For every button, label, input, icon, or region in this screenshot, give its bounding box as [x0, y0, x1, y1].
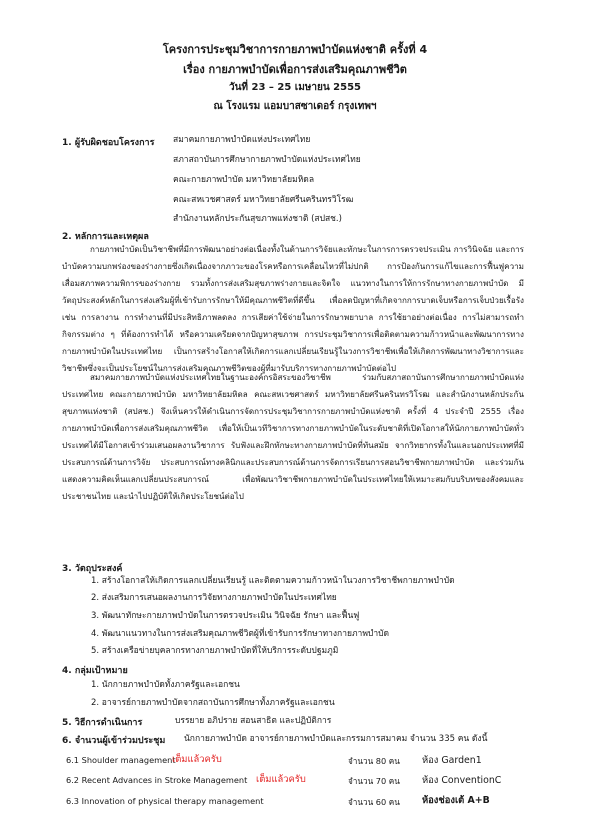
doc-venue: ณ โรงแรม แอมบาสซาเดอร์ กรุงเทพฯ [213, 101, 377, 112]
session-room: ห้อง ConventionC [422, 775, 502, 786]
section5-text: บรรยาย อภิปราย สอนสาธิต และปฏิบัติการ [175, 716, 332, 726]
section1-item: คณะกายภาพบำบัด มหาวิทยาลัยมหิดล [173, 175, 315, 185]
objective-item: 4. พัฒนาแนวทางในการส่งเสริมคุณภาพชีวิตผู้ที่เข้ารับการรักษาทางกายภาพบำบัด [91, 629, 390, 639]
target-group-item: 2. อาจารย์กายภาพบำบัดจากสถาบันการศึกษาทั้งภาครัฐและเอกชน [91, 698, 335, 708]
section1-item: สมาคมกายภาพบำบัดแห่งประเทศไทย [173, 135, 311, 145]
session-topic: 6.3 Innovation of physical therapy management [66, 796, 264, 806]
target-group-item: 1. นักกายภาพบำบัดทั้งภาครัฐและเอกชน [91, 680, 240, 690]
section1-item: คณะสหเวชศาสตร์ มหาวิทยาลัยศรีนครินทรวิโรฒ [173, 195, 354, 205]
section1-item: สภาสถาบันการศึกษากายภาพบำบัดแห่งประเทศไทย [173, 155, 361, 165]
section6-heading: 6. จำนวนผู้เข้าร่วมประชุม [62, 736, 166, 746]
session-count: จำนวน 60 คน [348, 797, 400, 807]
section2-paragraph-2: สมาคมกายภาพบำบัดแห่งประเทศไทยในฐานะองค์กรอิสระของวิชาชีพ ร่วมกับสภาสถาบันการศึกษากายภาพบำบัดแห่งประเทศไทย คณะกายภาพบำบัด มหาวิทยาลัยมหิดล คณะสหเวชศาสตร์ มหาวิทยาลัยศรีนครินทรวิโรฒ และสำนักงานหลักประกันสุขภาพแห่งชาติ (สปสช.) จึงเห็นควรให้ดำเนินการจัดการประชุมวิชาการกายภาพบำบัดแห่งชาติ ครั้งที่ 4 ประจำปี 2555 เรื่อง กายภาพบำบัดเพื่อการส่งเสริมคุณภาพชีวิต เพื่อให้เป็นเวทีวิชาการทางกายภาพบำบัดในระดับชาติที่เปิดโอกาสให้นักกายภาพบำบัดทั่วประเทศได้มีโอกาสเข้าร่วมเสนอผลงานวิชาการ รับฟังและฝึกทักษะทางกายภาพบำบัดที่ทันสมัย จากวิทยากรทั้งในและนอกประเทศที่มีประสบการณ์ด้านการวิจัย ประสบการณ์ทางคลินิกและประสบการณ์ด้านการจัดการเรียนการสอนวิชาชีพกายภาพบำบัด และร่วมกันแสดงความคิดเห็นแลกเปลี่ยนประสบการณ์ เพื่อพัฒนาวิชาชีพกายภาพบำบัดในประเทศไทยให้เหมาะสมกับบริบทของสังคมและประชาชนไทย และนำไปปฏิบัติให้เกิดประโยชน์ต่อไป [62, 372, 524, 501]
session-room: ห้อง Garden1 [422, 755, 482, 766]
session-status: เต็มแล้วครับ [172, 754, 222, 765]
section6-text: นักกายภาพบำบัด อาจารย์กายภาพบำบัดและกรรมการสมาคม จำนวน 335 คน ดังนี้ [184, 734, 488, 744]
objective-item: 2. ส่งเสริมการเสนอผลงานการวิจัยทางกายภาพบำบัดในประเทศไทย [91, 593, 337, 603]
session-topic: 6.1 Shoulder management [66, 755, 176, 765]
section1-item: สำนักงานหลักประกันสุขภาพแห่งชาติ (สปสช.) [173, 214, 342, 224]
session-room: ห้องช่องเต้ A+B [422, 795, 490, 806]
objective-item: 5. สร้างเครือข่ายบุคลากรทางกายภาพบำบัดที่ให้บริการระดับปฐมภูมิ [91, 646, 339, 656]
doc-subtitle: เรื่อง กายภาพบำบัดเพื่อการส่งเสริมคุณภาพชีวิต [183, 63, 407, 76]
section5-heading: 5. วิธีการดำเนินการ [62, 718, 143, 728]
section4-heading: 4. กลุ่มเป้าหมาย [62, 666, 128, 676]
doc-title: โครงการประชุมวิชาการกายภาพบำบัดแห่งชาติ ครั้งที่ 4 [162, 43, 428, 56]
session-count: จำนวน 80 คน [348, 756, 400, 766]
objective-item: 3. พัฒนาทักษะกายภาพบำบัดในการตรวจประเมิน วินิจฉัย รักษา และฟื้นฟู [91, 611, 360, 621]
objective-item: 1. สร้างโอกาสให้เกิดการแลกเปลี่ยนเรียนรู้ และติดตามความก้าวหน้าในวงการวิชาชีพกายภาพบำบัด [91, 576, 455, 586]
session-topic: 6.2 Recent Advances in Stroke Management [66, 775, 248, 785]
doc-date: วันที่ 23 – 25 เมษายน 2555 [228, 82, 362, 93]
session-count: จำนวน 70 คน [348, 776, 400, 786]
session-status: เต็มแล้วครับ [256, 774, 306, 785]
section2-paragraph-1: กายภาพบำบัดเป็นวิชาชีพที่มีการพัฒนาอย่างต่อเนื่องทั้งในด้านการวิจัยและทักษะในการการตรวจประเมิน การวินิจฉัย และการบำบัดความบกพร่องของร่างกายซึ่งเกิดเนื่องจากภาวะของโรคหรือการเคลื่อนไหวที่ไม่ปกติ การป้องกันการแก้ไขและการฟื้นฟูความเสื่อมสภาพความพิการของร่างกาย รวมทั้งการส่งเสริมสุขภาพร่างกายและจิตใจ แนวทางในการให้การรักษาทางกายภาพบำบัด มีวัตถุประสงค์หลักในการส่งเสริมผู้ที่เข้ารับการรักษาให้มีคุณภาพชีวิตที่ดีขึ้น เพื่อลดปัญหาที่เกิดจากการบาดเจ็บหรือการเจ็บป่วยเรื้อรัง เช่น การลางาน การทำงานที่มีประสิทธิภาพลดลง การเสียค่าใช้จ่ายในการรักษาพยาบาล การใช้ยาอย่างต่อเนื่อง การไม่สามารถทำกิจกรรมต่าง ๆ ที่ต้องการทำได้ หรือความเครียดจากปัญหาสุขภาพ การประชุมวิชาการเพื่อติดตามความก้าวหน้าและพัฒนาการทางกายภาพบำบัดในประเทศไทย เป็นการสร้างโอกาสให้เกิดการแลกเปลี่ยนเรียนรู้ในวงการวิชาชีพเพื่อให้เกิดการพัฒนาทางวิชาการและวิชาชีพซึ่งจะเป็นประโยชน์ในการส่งเสริมคุณภาพชีวิตของผู้ที่มารับบริการทางกายภาพบำบัดต่อไป [62, 244, 524, 373]
section1-heading: 1. ผู้รับผิดชอบโครงการ [62, 138, 155, 148]
section3-heading: 3. วัตถุประสงค์ [62, 564, 123, 574]
section2-heading: 2. หลักการและเหตุผล [62, 232, 149, 242]
